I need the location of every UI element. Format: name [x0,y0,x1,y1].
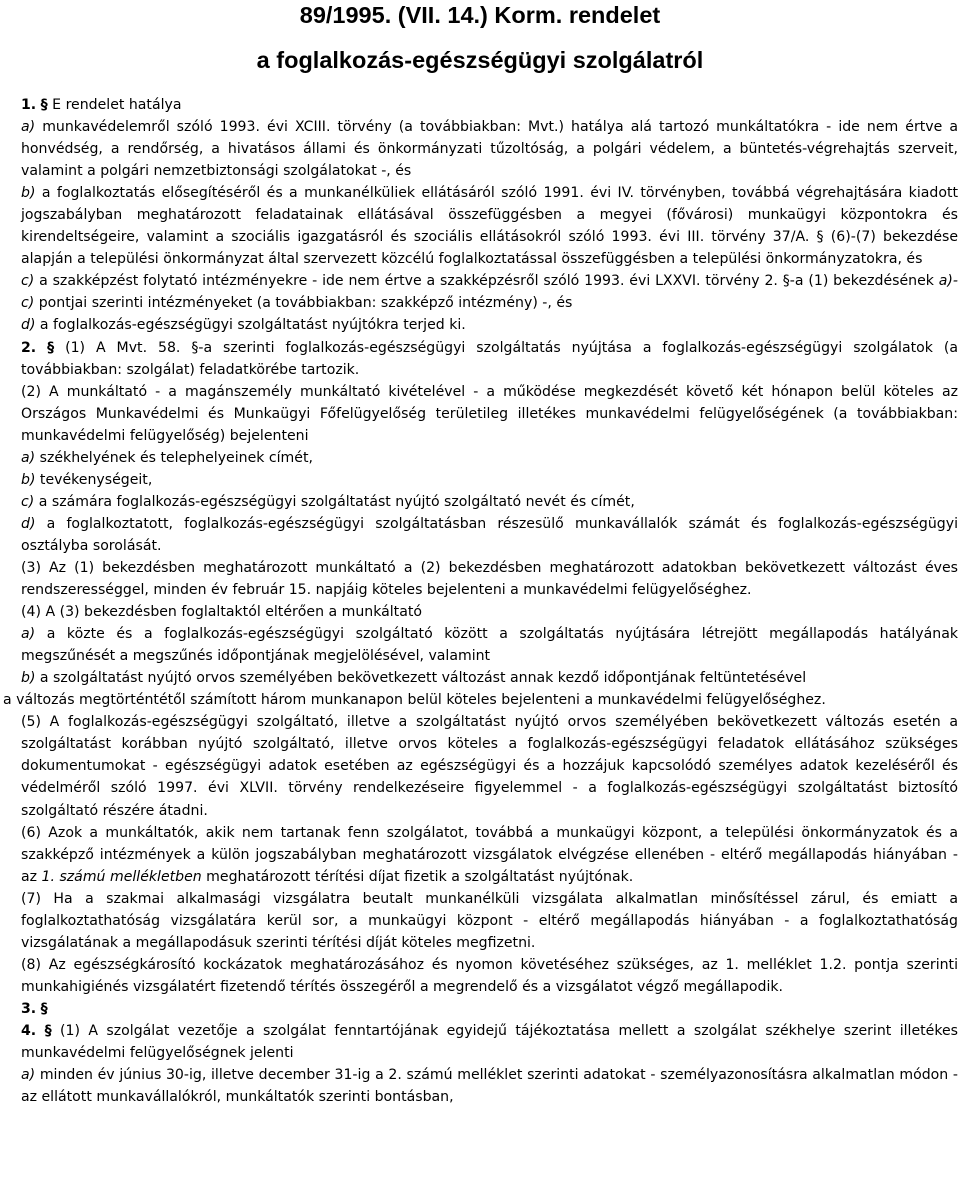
text: (2) A munkáltató - a magánszemély munkáltató kivételével - a működése megkezdését követő két hónapon belül köteles az Országos Munkavédelmi és Munkaügyi Főfelügyelőség területileg illetékes munkavédelmi felügyelőségének (a továbbiakban: munkavédelmi felügyelőség) bejelenteni [21,383,958,444]
text: tevékenységeit, [35,471,153,488]
paragraph [3,711,958,821]
text: meghatározott térítési díjat fizetik a szolgáltatást nyújtónak. [201,868,634,885]
italic-text: a) [21,1067,36,1084]
text: (1) A Mvt. 58. §-a szerinti foglalkozás-egészségügyi szolgáltatás nyújtása a foglalkozás-egészségügyi szolgálatok (a továbbiakban: szolgálat) feladatkörébe tartozik. [21,339,958,378]
text: a foglalkoztatott, foglalkozás-egészségügyi szolgáltatásban részesülő munkavállalók számát és foglalkozás-egészségügyi osztályba sorolását. [21,515,958,554]
paragraph [3,337,958,381]
bold-text: 4. [21,1022,37,1039]
paragraph [3,601,958,623]
paragraph [3,667,958,689]
document-title: 89/1995. (VII. 14.) Korm. rendelet [299,2,661,28]
italic-text: a) [21,449,36,466]
italic-text: a) [21,626,36,643]
bold-text: 3. [21,1000,37,1017]
bold-text: § [44,1022,52,1039]
paragraph [3,447,958,469]
paragraph [3,689,958,711]
paragraph [3,1064,958,1108]
paragraph [3,469,958,491]
bold-text: § [40,1000,48,1017]
text: (1) A szolgálat vezetője a szolgálat fenntartójának egyidejű tájékoztatása mellett a szolgálat székhelye szerint illetékes munkavédelmi felügyelőségnek jelenti [21,1022,958,1062]
text: a foglalkozás-egészségügyi szolgáltatást nyújtókra terjed ki. [35,317,466,334]
italic-text: 1. számú mellékletben [41,868,202,885]
italic-text: b) [21,471,36,488]
text: a szolgáltatást nyújtó orvos személyében bekövetkezett változást annak kezdő időpontjának feltüntetésével [35,670,807,687]
italic-text: b) [21,670,36,687]
paragraph [3,491,958,513]
paragraph [3,116,958,182]
bold-text: § [40,97,48,113]
paragraph [3,270,958,314]
paragraph [3,822,958,888]
italic-text: c) [21,273,35,290]
text [36,1023,44,1039]
paragraph [3,182,958,270]
text: (6) Azok a munkáltatók, akik nem tartanak fenn szolgálatot, továbbá a munkaügyi központ, a települési önkormányzatok és a szakképző intézmények a külön jogszabályban meghatározott vizsgálatok elvégzése ellenében - eltérő megállapodás hiányában - az [21,824,958,885]
text: a közte és a foglalkozás-egészségügyi szolgáltató között a szolgáltatás nyújtására létrejött megállapodás hatályának megszűnését a megszűnés időpontjának megjelölésével, valamint [21,626,958,665]
bold-text: 2. [21,339,37,356]
text: minden év június 30-ig, illetve december 31-ig a 2. számú melléklet szerinti adatokat - személyazonosításra alkalmatlan módon - az ellátott munkavállalókról, munkáltatók szerinti bontásban, [21,1067,958,1106]
paragraph [3,954,958,998]
text: (5) A foglalkozás-egészségügyi szolgáltató, illetve a szolgáltatást nyújtó orvos személyében bekövetkezett változás esetén a szolgáltatást korábban nyújtó szolgáltató, illetve orvos köteles a foglalkozás-egészségügyi feladatok ellátásához szükséges dokumentumokat - egészségügyi adatok esetében az egészségügyi és a hozzájuk kapcsolódó személyes adatok kezeléséről és védelméről szóló 1997. évi XLVII. törvény rendelkezéseire figyelemmel - a foglalkozás-egészségügyi szolgáltatást biztosító szolgáltató részére átadni. [21,714,958,819]
text: munkavédelemről szóló 1993. évi XCIII. törvény (a továbbiakban: Mvt.) hatálya alá tartozó munkáltatókra - ide nem értve a honvédség, a rendőrség, a hivatásos állami és önkormányzati tűzoltóság, a polgári védelem, a büntetés-végrehajtás szerveit, valamint a polgári nemzetbiztonsági szolgálatokat -, és [21,119,958,180]
text: székhelyének és telephelyeinek címét, [35,449,313,466]
paragraph [3,513,958,557]
italic-text: a) [21,119,36,136]
text: a szakképzést folytató intézményekre - ide nem értve a szakképzésről szóló 1993. évi LXXVI. törvény 2. §-a (1) bekezdésének [34,273,939,290]
document-subtitle: a foglalkozás-egészségügyi szolgálatról [256,47,704,73]
paragraph [3,314,958,336]
text: (4) A (3) bekezdésben foglaltaktól eltérően a munkáltató [21,604,422,621]
text: a változás megtörténtétől számított három munkanapon belül köteles bejelenteni a munkavédelmi felügyelőséghez. [3,692,826,709]
text: (3) Az (1) bekezdésben meghatározott munkáltató a (2) bekezdésben meghatározott adatokban bekövetkezett változást éves rendszerességgel, minden év február 15. napjáig köteles bejelenteni a munkavédelmi felügyelőséghez. [21,559,958,599]
document-body [3,94,958,1108]
paragraph [3,623,958,667]
italic-text: c) [21,493,35,510]
text: a foglalkoztatás elősegítéséről és a munkanélküliek ellátásáról szóló 1991. évi IV. törvényben, továbbá végrehajtására kiadott jogszabályban meghatározott feladatainak ellátásával összefüggésben a megyei (fővárosi) munkaügyi központokra és kirendeltségeire, valamint a szociális igazgatásról és szociális ellátásokról szóló 1993. évi III. törvény 37/A. § (6)-(7) bekezdése alapján a települési önkormányzat által szervezett közcélú foglalkoztatással összefüggésben a települési önkormányzatokra, és [21,185,958,268]
text [36,340,47,356]
text: a számára foglalkozás-egészségügyi szolgáltatást nyújtó szolgáltató nevét és címét, [34,493,635,510]
text: (8) Az egészségkárosító kockázatok meghatározásához és nyomon követéséhez szükséges, az 1. melléklet 1.2. pontja szerinti munkahigiénés vizsgálatért fizetendő térítés összegéről a megrendelő és a vizsgálatot végző megállapodik. [21,956,958,995]
paragraph [3,888,958,954]
paragraph [3,381,958,447]
text: E rendelet hatálya [47,97,182,113]
paragraph [3,1020,958,1064]
paragraph [3,998,958,1020]
text: pontjai szerinti intézményeket (a továbbiakban: szakképző intézmény) -, és [34,295,573,312]
italic-text: d) [21,317,36,334]
text: (7) Ha a szakmai alkalmasági vizsgálatra beutalt munkanélküli vizsgálata alkalmatlan minősítéssel zárul, és emiatt a foglalkoztathatóság vizsgálatára kerül sor, a munkaügyi központ - eltérő megállapodás hiányában - a foglalkoztathatóság vizsgálatának a megállapodásuk szerinti térítési díját köteles megfizetni. [21,890,958,951]
paragraph [3,94,958,116]
bold-text: 1. [21,97,37,113]
italic-text: a)-c) [21,273,958,312]
italic-text: d) [21,515,36,532]
italic-text: b) [21,185,36,202]
paragraph [3,557,958,601]
bold-text: § [47,339,55,356]
